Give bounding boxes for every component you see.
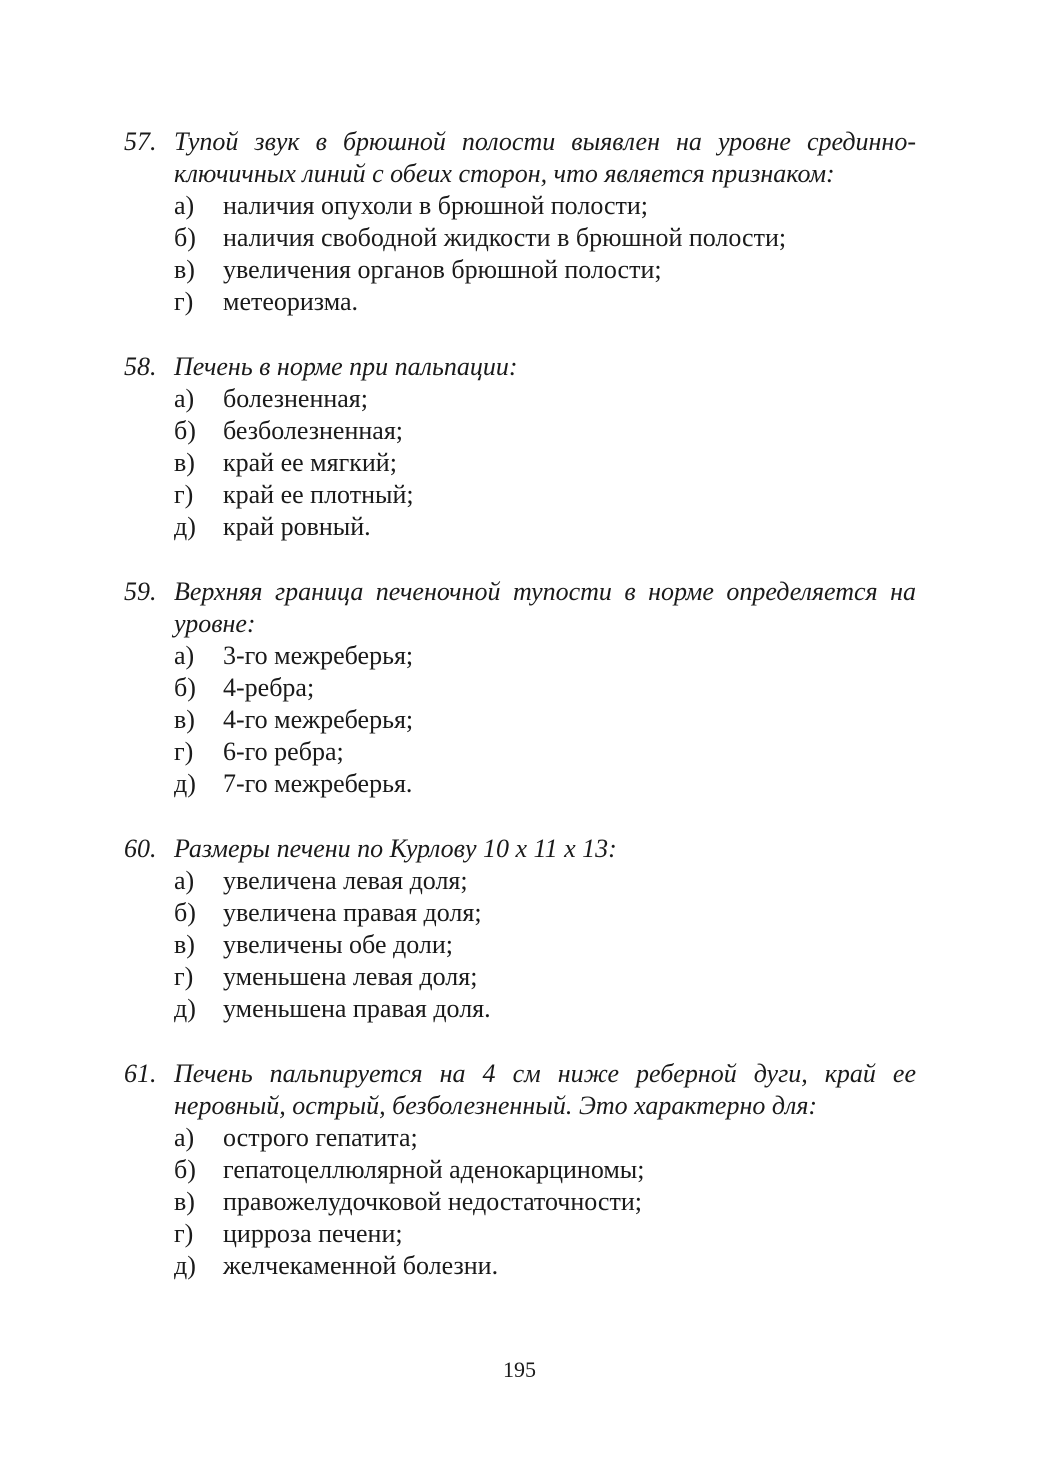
- option-letter: г): [174, 962, 194, 991]
- option-letter: б): [174, 223, 196, 252]
- question-prompt: [124, 1058, 916, 1122]
- question-text: Верхняя граница печеночной тупости в норме определяется на уровне:: [174, 577, 916, 638]
- option-text: уменьшена левая доля;: [223, 962, 478, 991]
- answer-option: [124, 768, 916, 800]
- option-letter: д): [174, 769, 196, 798]
- answer-options: [124, 1122, 916, 1282]
- answer-option: [124, 1186, 916, 1218]
- option-letter: б): [174, 416, 196, 445]
- question-text: Печень пальпируется на 4 см ниже реберной дуги, край ее неровный, острый, безболезненный. Это характерно для:: [174, 1059, 916, 1120]
- option-text: увеличена правая доля;: [223, 898, 482, 927]
- answer-options: [124, 640, 916, 800]
- option-letter: б): [174, 1155, 196, 1184]
- answer-option: [124, 961, 916, 993]
- option-letter: в): [174, 1187, 195, 1216]
- answer-option: [124, 447, 916, 479]
- question-text: Печень в норме при пальпации:: [174, 352, 518, 381]
- question-number: 59.: [124, 577, 157, 606]
- option-letter: г): [174, 287, 194, 316]
- option-letter: д): [174, 1251, 196, 1280]
- answer-option: [124, 704, 916, 736]
- question-text: Размеры печени по Курлову 10 х 11 х 13:: [174, 834, 617, 863]
- option-text: край ее плотный;: [223, 480, 414, 509]
- option-letter: в): [174, 930, 195, 959]
- answer-option: [124, 929, 916, 961]
- answer-option: [124, 1154, 916, 1186]
- option-text: край ровный.: [223, 512, 371, 541]
- answer-option: [124, 254, 916, 286]
- option-text: острого гепатита;: [223, 1123, 418, 1152]
- answer-option: [124, 672, 916, 704]
- question-text: Тупой звук в брюшной полости выявлен на уровне срединно-ключичных линий с обеих сторон, что является признаком:: [174, 127, 916, 188]
- option-text: болезненная;: [223, 384, 368, 413]
- question-prompt: [124, 833, 916, 865]
- option-text: наличия опухоли в брюшной полости;: [223, 191, 649, 220]
- question-number: 57.: [124, 127, 157, 156]
- question-number: 60.: [124, 834, 157, 863]
- option-letter: д): [174, 994, 196, 1023]
- question-number: 58.: [124, 352, 157, 381]
- answer-option: [124, 993, 916, 1025]
- answer-option: [124, 1218, 916, 1250]
- question-57: [124, 126, 916, 318]
- answer-options: [124, 383, 916, 543]
- option-text: 3-го межреберья;: [223, 641, 414, 670]
- option-text: уменьшена правая доля.: [223, 994, 491, 1023]
- option-text: увеличения органов брюшной полости;: [223, 255, 662, 284]
- option-text: край ее мягкий;: [223, 448, 397, 477]
- option-letter: а): [174, 384, 195, 413]
- answer-option: [124, 286, 916, 318]
- option-text: 4-ребра;: [223, 673, 315, 702]
- option-text: правожелудочковой недостаточности;: [223, 1187, 642, 1216]
- question-58: [124, 351, 916, 543]
- option-text: метеоризма.: [223, 287, 359, 316]
- answer-option: [124, 865, 916, 897]
- option-letter: в): [174, 255, 195, 284]
- option-letter: б): [174, 673, 196, 702]
- option-letter: в): [174, 705, 195, 734]
- answer-option: [124, 1250, 916, 1282]
- answer-option: [124, 190, 916, 222]
- option-letter: г): [174, 737, 194, 766]
- option-text: 6-го ребра;: [223, 737, 344, 766]
- option-letter: в): [174, 448, 195, 477]
- answer-options: [124, 865, 916, 1025]
- option-letter: д): [174, 512, 196, 541]
- option-text: цирроза печени;: [223, 1219, 403, 1248]
- question-prompt: [124, 576, 916, 640]
- answer-option: [124, 897, 916, 929]
- answer-option: [124, 736, 916, 768]
- option-text: желчекаменной болезни.: [223, 1251, 499, 1280]
- question-number: 61.: [124, 1059, 157, 1088]
- answer-option: [124, 479, 916, 511]
- option-letter: а): [174, 641, 195, 670]
- answer-options: [124, 190, 916, 318]
- question-prompt: [124, 126, 916, 190]
- answer-option: [124, 415, 916, 447]
- option-text: 4-го межреберья;: [223, 705, 414, 734]
- option-text: наличия свободной жидкости в брюшной полости;: [223, 223, 787, 252]
- option-text: увеличена левая доля;: [223, 866, 468, 895]
- answer-option: [124, 640, 916, 672]
- option-letter: а): [174, 1123, 195, 1152]
- answer-option: [124, 511, 916, 543]
- option-letter: г): [174, 1219, 194, 1248]
- option-letter: а): [174, 191, 195, 220]
- question-60: [124, 833, 916, 1025]
- option-letter: а): [174, 866, 195, 895]
- answer-option: [124, 222, 916, 254]
- question-prompt: [124, 351, 916, 383]
- question-59: [124, 576, 916, 800]
- answer-option: [124, 1122, 916, 1154]
- page-number: 195: [503, 1357, 536, 1382]
- option-text: 7-го межреберья.: [223, 769, 413, 798]
- option-text: увеличены обе доли;: [223, 930, 453, 959]
- question-61: [124, 1058, 916, 1282]
- option-letter: б): [174, 898, 196, 927]
- option-text: безболезненная;: [223, 416, 404, 445]
- option-text: гепатоцеллюлярной аденокарциномы;: [223, 1155, 645, 1184]
- option-letter: г): [174, 480, 194, 509]
- answer-option: [124, 383, 916, 415]
